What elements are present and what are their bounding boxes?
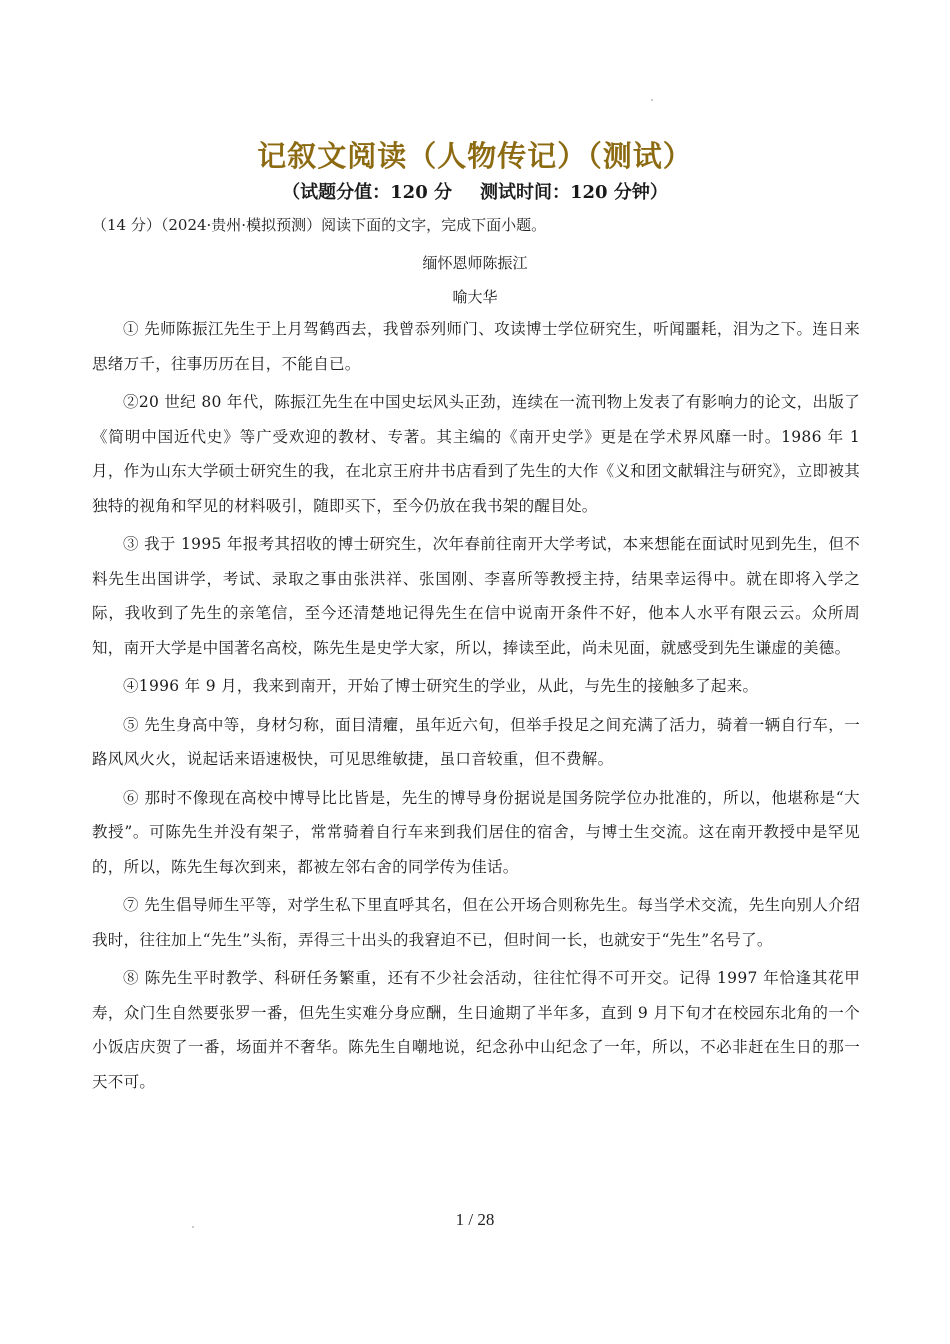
essay-title: 缅怀恩师陈振江 <box>422 254 528 272</box>
paragraph-3: ③ 我于 1995 年报考其招收的博士研究生，次年春前往南开大学考试，本来想能在面试时见到先生，但不料先生出国讲学，考试、录取之事由张洪祥、张国刚、李喜所等教授主持，结果幸运得中。就在即将入学之际，我收到了先生的亲笔信，至今还清楚地记得先生在信中说南开条件不好，他本人水平有限云云。众所周知，南开大学是中国著名高校，陈先生是史学大家，所以，捧读至此，尚未见面，就感受到先生谦虚的美德。 <box>92 535 860 657</box>
essay-author: 喻大华 <box>452 288 498 306</box>
question-intro: （14 分）（2024·贵州·模拟预测）阅读下面的文字，完成下面小题。 <box>92 216 547 234</box>
essay-body <box>92 312 860 1103</box>
test-info <box>0 178 950 204</box>
paragraph-6: ⑥ 那时不像现在高校中博导比比皆是，先生的博导身份据说是国务院学位办批准的，所以，他堪称是“大教授”。可陈先生并没有架子，常常骑着自行车来到我们居住的宿舍，与博士生交流。这在南开教授中是罕见的，所以，陈先生每次到来，都被左邻右舍的同学传为佳话。 <box>92 788 860 876</box>
paragraph-4: ④1996 年 9 月，我来到南开，开始了博士研究生的学业，从此，与先生的接触多了起来。 <box>123 677 759 695</box>
time-info: 测试时间：120 分钟） <box>480 182 668 203</box>
paragraph-7: ⑦ 先生倡导师生平等，对学生私下里直呼其名，但在公开场合则称先生。每当学术交流，先生向别人介绍我时，往往加上“先生”头衔，弄得三十出头的我窘迫不已，但时间一长，也就安于“先生”名号了。 <box>92 896 860 949</box>
paragraph-2: ②20 世纪 80 年代，陈振江先生在中国史坛风头正劲，连续在一流刊物上发表了有影响力的论文，出版了《简明中国近代史》等广受欢迎的教材、专著。其主编的《南开史学》更是在学术界风靡一时。1986 年 1 月，作为山东大学硕士研究生的我，在北京王府井书店看到了先生的大作《义和团文献辑注与研究》，立即被其独特的视角和罕见的材料吸引，随即买下，至今仍放在我书架的醒目处。 <box>92 393 860 515</box>
page-number: 1 / 28 <box>455 1210 495 1229</box>
scan-speck <box>651 99 653 101</box>
page-title: 记叙文阅读（人物传记）（测试） <box>257 139 693 173</box>
paragraph-1: ① 先师陈振江先生于上月驾鹤西去，我曾忝列师门、攻读博士学位研究生，听闻噩耗，泪为之下。连日来思绪万千，往事历历在目，不能自已。 <box>92 320 860 373</box>
score-info: （试题分值：120 分 <box>282 182 452 203</box>
paragraph-8: ⑧ 陈先生平时教学、科研任务繁重，还有不少社会活动，往往忙得不可开交。记得 1997 年恰逢其花甲寿，众门生自然要张罗一番，但先生实难分身应酬，生日逾期了半年多，直到 9 月下旬才在校园东北角的一个小饭店庆贺了一番，场面并不奢华。陈先生自嘲地说，纪念孙中山纪念了一年，所以，不必非赶在生日的那一天不可。 <box>92 969 860 1091</box>
paragraph-5: ⑤ 先生身高中等，身材匀称，面目清癯，虽年近六旬，但举手投足之间充满了活力，骑着一辆自行车，一路风风火火，说起话来语速极快，可见思维敏捷，虽口音较重，但不费解。 <box>92 715 860 768</box>
